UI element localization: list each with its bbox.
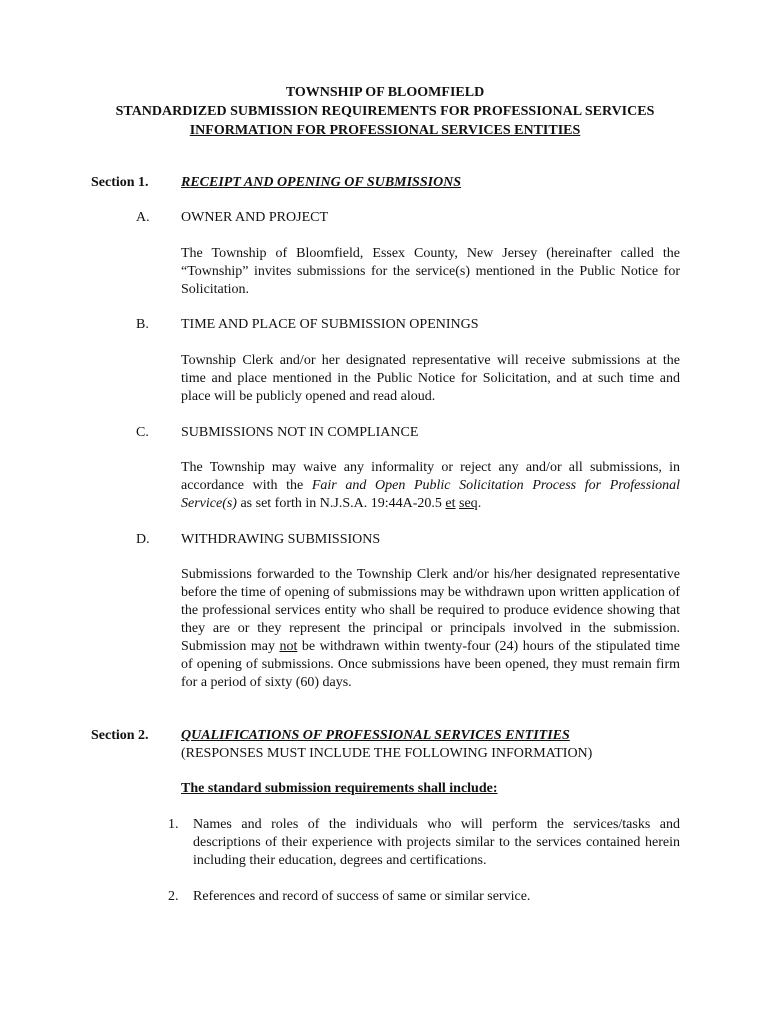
subsection-c-seq: seq: [459, 496, 478, 511]
list-item-text: Names and roles of the individuals who will perform the services/tasks and descriptions of their experience with projects similar to the services contained herein including their education, degrees and certifications.: [193, 817, 680, 868]
subsection-c-heading: SUBMISSIONS NOT IN COMPLIANCE: [181, 425, 419, 440]
subsection-c-text-pre: The Township may waive any informality or reject any and/or all submissions, in accordance with the: [181, 460, 680, 493]
section-1-label: Section 1.: [91, 175, 149, 190]
list-item-text: References and record of success of same or similar service.: [193, 889, 531, 904]
subsection-b-text: Township Clerk and/or her designated representative will receive submissions at the time and place mentioned in the Public Notice for Solicitation, and at such time and place will be publicly opened and read aloud.: [181, 353, 680, 404]
subsection-d-letter: D.: [136, 532, 150, 547]
subsection-a-text: The Township of Bloomfield, Essex County, New Jersey (hereinafter called the “Township” invites submissions for the service(s) mentioned in the Public Notice for Solicitation.: [181, 246, 680, 297]
subsection-c-et: et: [445, 496, 456, 511]
section-2-label: Section 2.: [91, 728, 149, 743]
header-line-2: STANDARDIZED SUBMISSION REQUIREMENTS FOR PROFESSIONAL SERVICES: [115, 104, 655, 119]
document-header: [60, 83, 710, 140]
subsection-d-not: not: [279, 639, 298, 654]
subsection-b-letter: B.: [136, 317, 149, 332]
subsection-c-letter: C.: [136, 425, 149, 440]
subsection-c-text: [181, 459, 680, 513]
section-2-title: QUALIFICATIONS OF PROFESSIONAL SERVICES ENTITIES: [181, 728, 570, 743]
section-1-title: RECEIPT AND OPENING OF SUBMISSIONS: [181, 175, 462, 190]
subsection-c-text-end: .: [477, 496, 482, 511]
subsection-c-text-mid: as set forth in N.J.S.A. 19:44A-20.5: [236, 496, 446, 511]
subsection-d-text-post: be withdrawn within twenty-four (24) hours of the stipulated time of opening of submissions. Once submissions have been opened, they must remain firm for a period of sixty (60) days.: [181, 639, 680, 690]
section-2-subtitle: (RESPONSES MUST INCLUDE THE FOLLOWING INFORMATION): [181, 746, 593, 761]
subsection-d-text-pre: Submissions forwarded to the Township Clerk and/or his/her designated representative before the time of opening of submissions may be withdrawn upon written application of the professional services entity who shall be required to produce evidence showing that they are or they represent the principal or principals involved in the submission. Submission may: [181, 567, 680, 654]
subsection-c-italic-title: Fair and Open Public Solicitation Process for Professional Service(s): [181, 478, 680, 511]
standard-requirements-heading: The standard submission requirements shall include:: [181, 781, 498, 796]
subsection-d-text: [181, 566, 680, 692]
header-line-1: TOWNSHIP OF BLOOMFIELD: [285, 85, 485, 100]
header-line-3: INFORMATION FOR PROFESSIONAL SERVICES ENTITIES: [189, 123, 581, 138]
list-item-number: 2.: [168, 889, 179, 904]
subsection-a-letter: A.: [136, 210, 150, 225]
subsection-b-heading: TIME AND PLACE OF SUBMISSION OPENINGS: [181, 317, 479, 332]
list-item-number: 1.: [168, 817, 179, 832]
subsection-a-heading: OWNER AND PROJECT: [181, 210, 329, 225]
subsection-d-heading: WITHDRAWING SUBMISSIONS: [181, 532, 381, 547]
